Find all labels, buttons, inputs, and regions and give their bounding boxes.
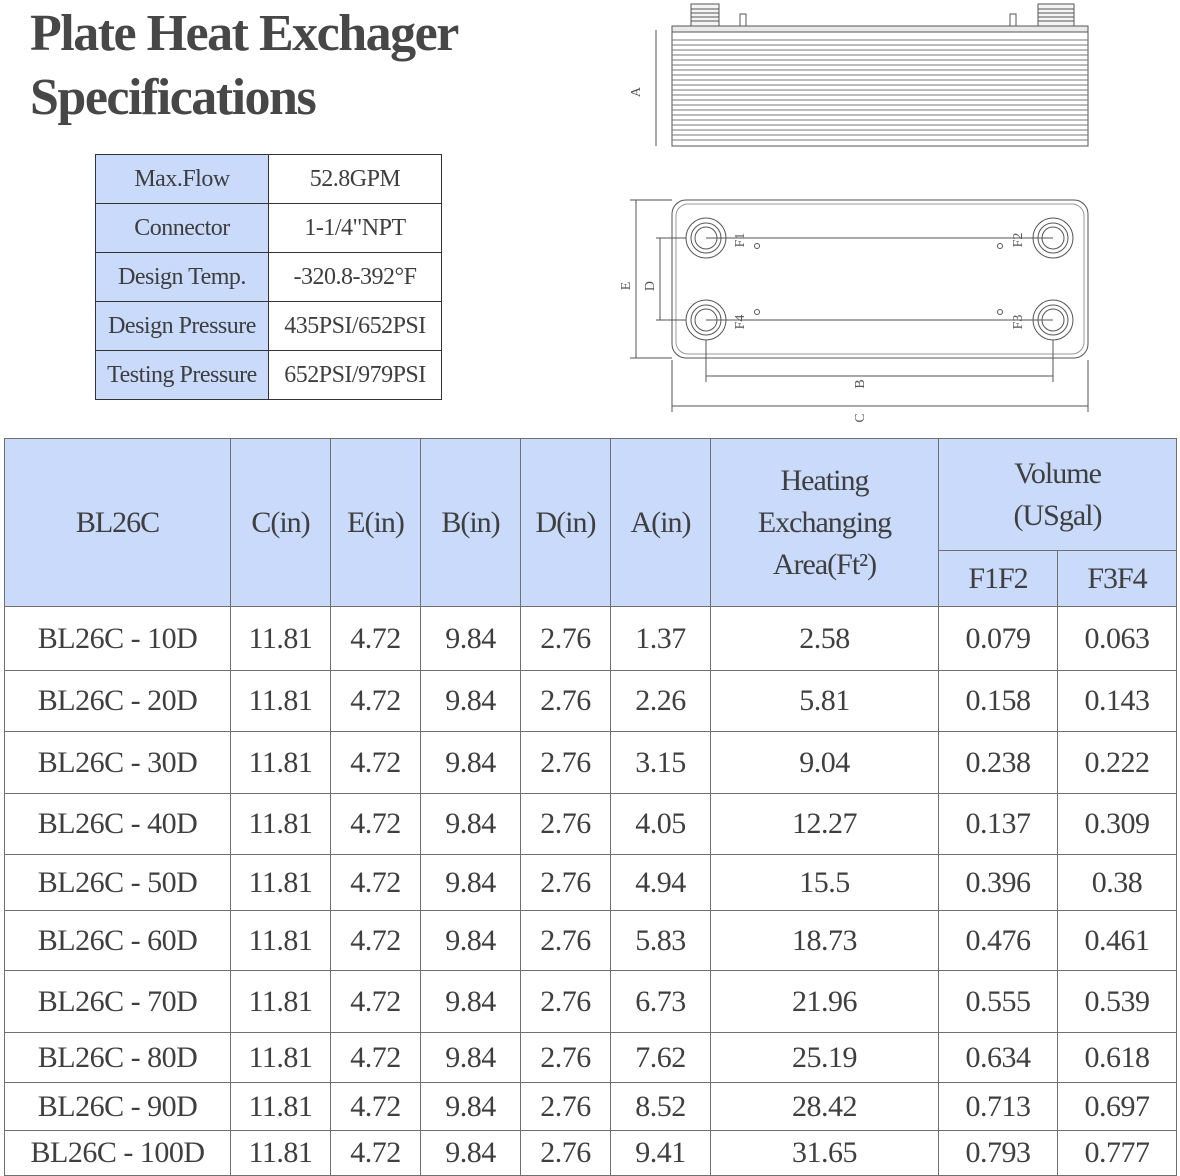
header-volume-line1: Volume — [1014, 456, 1101, 490]
spec-label: Max.Flow — [96, 155, 269, 204]
bolt-left — [740, 14, 746, 26]
cell-b: 9.84 — [421, 1033, 521, 1083]
front-plate — [672, 26, 1088, 32]
cell-a: 2.26 — [611, 671, 711, 732]
cell-f1f2: 0.396 — [939, 855, 1058, 911]
cell-c: 11.81 — [231, 855, 331, 911]
cell-model: BL26C - 70D — [5, 971, 231, 1033]
page-title-line1: Plate Heat Exchager — [30, 5, 458, 62]
cell-b: 9.84 — [421, 911, 521, 971]
cell-b: 9.84 — [421, 1083, 521, 1131]
header-e: E(in) — [331, 439, 421, 607]
cell-b: 9.84 — [421, 855, 521, 911]
plate-stack — [672, 32, 1088, 146]
cell-c: 11.81 — [231, 794, 331, 855]
cell-c: 11.81 — [231, 971, 331, 1033]
cell-a: 8.52 — [611, 1083, 711, 1131]
label-e: E — [619, 281, 634, 291]
cell-model: BL26C - 60D — [5, 911, 231, 971]
spec-row — [96, 204, 442, 253]
cell-c: 11.81 — [231, 1033, 331, 1083]
spec-value: -320.8-392°F — [269, 253, 442, 302]
dimensions-table — [4, 438, 1177, 1176]
cell-d: 2.76 — [521, 855, 611, 911]
cell-f1f2: 0.476 — [939, 911, 1058, 971]
cell-model: BL26C - 100D — [5, 1131, 231, 1176]
cell-b: 9.84 — [421, 732, 521, 794]
cell-f3f4: 0.143 — [1058, 671, 1177, 732]
spec-value: 52.8GPM — [269, 155, 442, 204]
cell-d: 2.76 — [521, 607, 611, 671]
cell-f1f2: 0.238 — [939, 732, 1058, 794]
cell-e: 4.72 — [331, 794, 421, 855]
cell-area: 12.27 — [711, 794, 939, 855]
cell-f1f2: 0.713 — [939, 1083, 1058, 1131]
cell-e: 4.72 — [331, 855, 421, 911]
cell-f1f2: 0.079 — [939, 607, 1058, 671]
table-row — [5, 607, 1177, 671]
cell-d: 2.76 — [521, 732, 611, 794]
port-label-f1: F1 — [733, 232, 748, 248]
cell-a: 6.73 — [611, 971, 711, 1033]
header-area-line2: Exchanging — [757, 505, 892, 539]
table-header-row — [5, 439, 1177, 551]
spec-label: Design Pressure — [96, 302, 269, 351]
cell-model: BL26C - 20D — [5, 671, 231, 732]
spec-value: 1-1/4"NPT — [269, 204, 442, 253]
cell-f3f4: 0.222 — [1058, 732, 1177, 794]
cell-d: 2.76 — [521, 1131, 611, 1176]
header-volume-line2: (USgal) — [1013, 498, 1102, 532]
header-volume — [939, 439, 1177, 551]
cell-a: 4.05 — [611, 794, 711, 855]
cell-b: 9.84 — [421, 971, 521, 1033]
cell-c: 11.81 — [231, 911, 331, 971]
port-label-f3: F3 — [1011, 314, 1026, 330]
cell-c: 11.81 — [231, 732, 331, 794]
cell-a: 5.83 — [611, 911, 711, 971]
cell-b: 9.84 — [421, 671, 521, 732]
cell-e: 4.72 — [331, 1033, 421, 1083]
plate-inner-outline — [676, 204, 1084, 354]
cell-area: 5.81 — [711, 671, 939, 732]
cell-e: 4.72 — [331, 1131, 421, 1176]
header-area-line3: Area(Ft²) — [772, 547, 877, 581]
cell-b: 9.84 — [421, 794, 521, 855]
cell-model: BL26C - 40D — [5, 794, 231, 855]
header-d: D(in) — [521, 439, 611, 607]
cell-a: 4.94 — [611, 855, 711, 911]
cell-f1f2: 0.634 — [939, 1033, 1058, 1083]
table-row — [5, 971, 1177, 1033]
spec-row — [96, 351, 442, 400]
cell-c: 11.81 — [231, 671, 331, 732]
table-row — [5, 1033, 1177, 1083]
cell-f3f4: 0.539 — [1058, 971, 1177, 1033]
table-row — [5, 732, 1177, 794]
cell-a: 3.15 — [611, 732, 711, 794]
cell-c: 11.81 — [231, 1083, 331, 1131]
port-label-f2: F2 — [1011, 232, 1026, 248]
cell-area: 31.65 — [711, 1131, 939, 1176]
connector-right — [1038, 4, 1074, 26]
spec-value: 652PSI/979PSI — [269, 351, 442, 400]
cell-area: 21.96 — [711, 971, 939, 1033]
cell-area: 9.04 — [711, 732, 939, 794]
cell-model: BL26C - 30D — [5, 732, 231, 794]
spec-value: 435PSI/652PSI — [269, 302, 442, 351]
header-f3f4: F3F4 — [1058, 551, 1177, 607]
cell-f1f2: 0.158 — [939, 671, 1058, 732]
cell-b: 9.84 — [421, 1131, 521, 1176]
cell-model: BL26C - 10D — [5, 607, 231, 671]
header-model: BL26C — [5, 439, 231, 607]
cell-area: 15.5 — [711, 855, 939, 911]
cell-b: 9.84 — [421, 607, 521, 671]
header-a: A(in) — [611, 439, 711, 607]
cell-d: 2.76 — [521, 971, 611, 1033]
label-b: B — [853, 379, 868, 389]
cell-d: 2.76 — [521, 794, 611, 855]
connector-left — [691, 4, 719, 26]
cell-e: 4.72 — [331, 911, 421, 971]
table-row — [5, 855, 1177, 911]
cell-f3f4: 0.309 — [1058, 794, 1177, 855]
cell-a: 7.62 — [611, 1033, 711, 1083]
cell-f1f2: 0.137 — [939, 794, 1058, 855]
cell-d: 2.76 — [521, 671, 611, 732]
heat-exchanger-drawing — [610, 0, 1170, 432]
table-row — [5, 671, 1177, 732]
side-view — [656, 4, 1088, 146]
spec-row — [96, 253, 442, 302]
cell-c: 11.81 — [231, 1131, 331, 1176]
cell-model: BL26C - 80D — [5, 1033, 231, 1083]
cell-f3f4: 0.063 — [1058, 607, 1177, 671]
table-row — [5, 911, 1177, 971]
cell-area: 28.42 — [711, 1083, 939, 1131]
cell-f1f2: 0.555 — [939, 971, 1058, 1033]
plate-outline — [672, 200, 1088, 358]
spec-table — [95, 154, 442, 400]
table-row — [5, 1131, 1177, 1176]
cell-f3f4: 0.777 — [1058, 1131, 1177, 1176]
cell-model: BL26C - 50D — [5, 855, 231, 911]
spec-row — [96, 302, 442, 351]
cell-model: BL26C - 90D — [5, 1083, 231, 1131]
spec-label: Connector — [96, 204, 269, 253]
spec-label: Testing Pressure — [96, 351, 269, 400]
cell-f3f4: 0.38 — [1058, 855, 1177, 911]
bolt-right — [1010, 14, 1016, 26]
cell-f1f2: 0.793 — [939, 1131, 1058, 1176]
port-label-f4: F4 — [733, 314, 748, 330]
cell-d: 2.76 — [521, 1083, 611, 1131]
header-b: B(in) — [421, 439, 521, 607]
cell-e: 4.72 — [331, 732, 421, 794]
table-row — [5, 794, 1177, 855]
cell-a: 1.37 — [611, 607, 711, 671]
cell-a: 9.41 — [611, 1131, 711, 1176]
cell-e: 4.72 — [331, 607, 421, 671]
cell-area: 18.73 — [711, 911, 939, 971]
label-c: C — [853, 413, 868, 423]
spec-label: Design Temp. — [96, 253, 269, 302]
cell-area: 25.19 — [711, 1033, 939, 1083]
page-title-line2: Specifications — [30, 69, 316, 126]
cell-f3f4: 0.697 — [1058, 1083, 1177, 1131]
label-d: D — [643, 280, 658, 292]
cell-c: 11.81 — [231, 607, 331, 671]
cell-e: 4.72 — [331, 971, 421, 1033]
cell-f3f4: 0.618 — [1058, 1033, 1177, 1083]
label-a: A — [629, 86, 644, 98]
table-row — [5, 1083, 1177, 1131]
cell-e: 4.72 — [331, 1083, 421, 1131]
cell-f3f4: 0.461 — [1058, 911, 1177, 971]
header-f1f2: F1F2 — [939, 551, 1058, 607]
header-area — [711, 439, 939, 607]
cell-d: 2.76 — [521, 911, 611, 971]
page-title — [30, 2, 458, 130]
cell-d: 2.76 — [521, 1033, 611, 1083]
spec-row — [96, 155, 442, 204]
cell-e: 4.72 — [331, 671, 421, 732]
cell-area: 2.58 — [711, 607, 939, 671]
header-area-line1: Heating — [780, 463, 869, 497]
header-c: C(in) — [231, 439, 331, 607]
